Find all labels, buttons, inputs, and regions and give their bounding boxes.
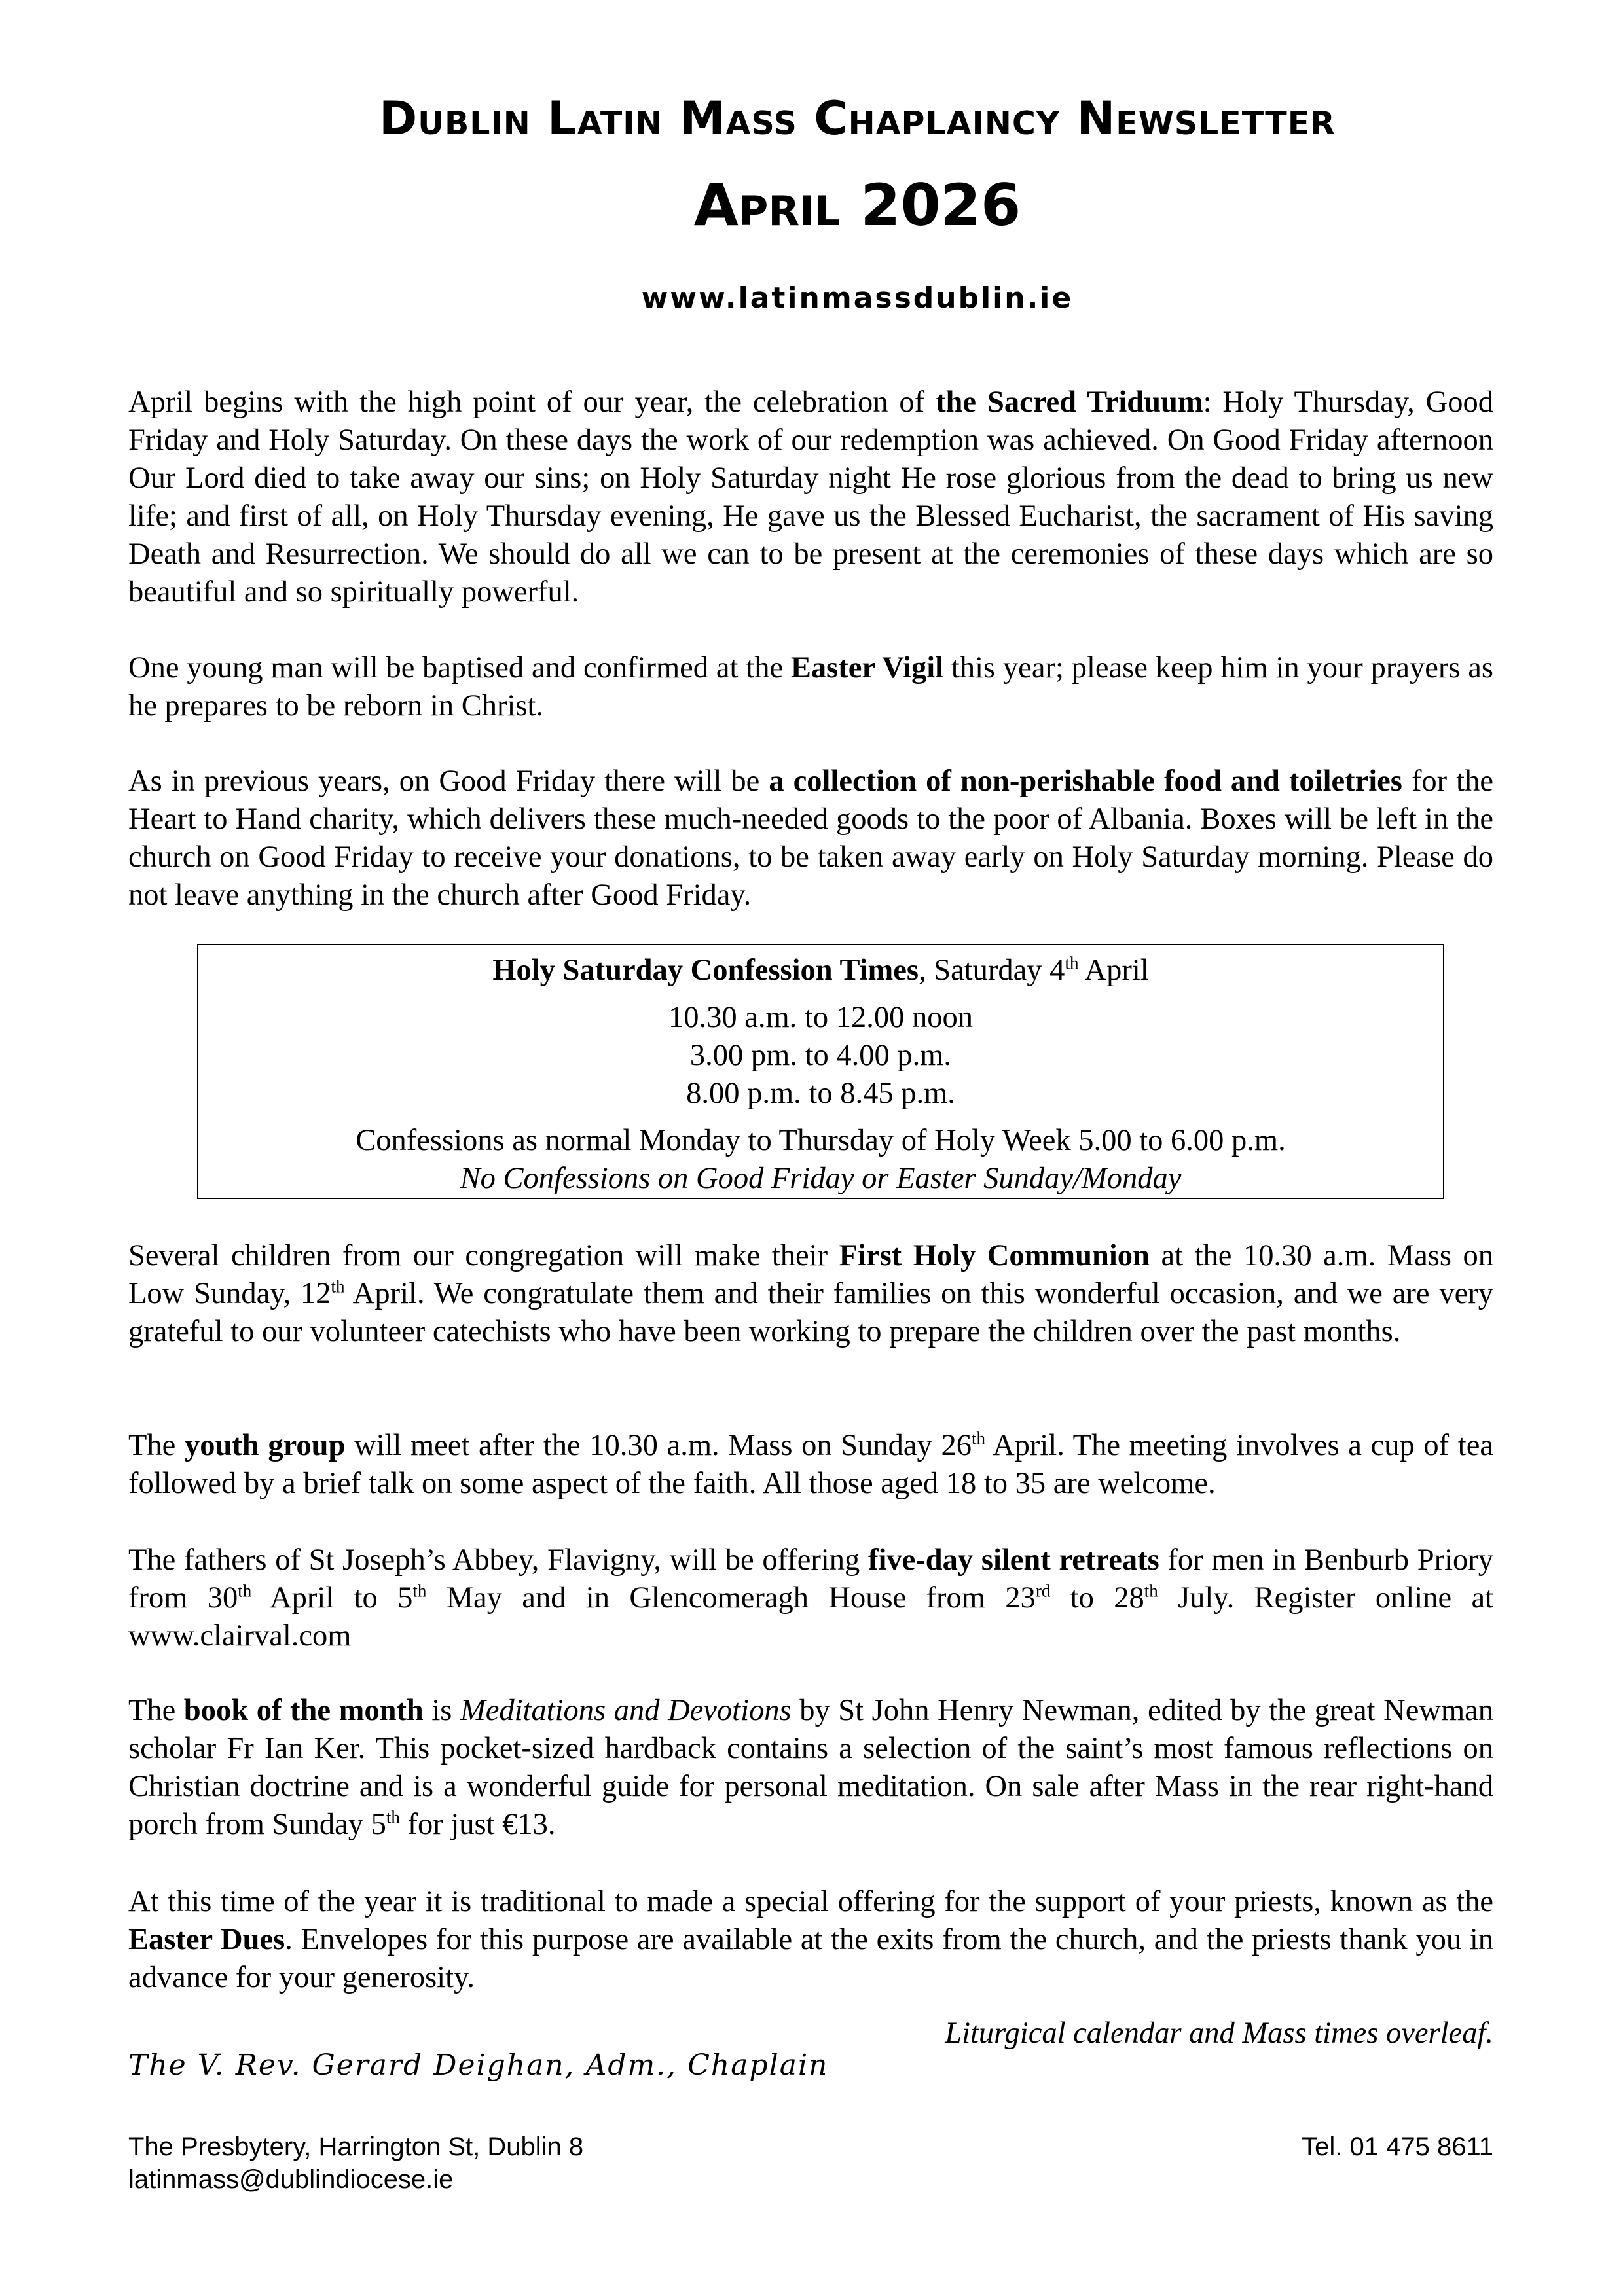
confession-box-heading: Holy Saturday Confession Times, Saturday 4th April (492, 953, 1149, 987)
footer-email[interactable]: latinmass@dublindiocese.ie (128, 2165, 454, 2194)
newsletter-date: April 2026 (693, 171, 1021, 239)
paragraph-book-of-month: The book of the month is Meditations and Devotions by St John Henry Newman, edited by the great Newman scholar Fr Ian Ker. This pocket-sized hardback contains a selection of the saint’s most famous reflections on Christian doctrine and is a wonderful guide for personal meditation. On sale after Mass in the rear right-hand porch from Sunday 5th for just €13. (128, 1694, 1494, 1841)
overleaf-note: Liturgical calendar and Mass times overleaf. (945, 2017, 1493, 2050)
paragraph-easter-dues: At this time of the year it is traditional to made a special offering for the support of your priests, known as the Easter Dues. Envelopes for this purpose are available at the exits from the church, and the priests thank you in advance for your generosity. (128, 1885, 1494, 1994)
chaplain-signature: The V. Rev. Gerard Deighan, Adm., Chaplain (128, 2049, 829, 2082)
paragraph-collection: As in previous years, on Good Friday there will be a collection of non-perishable food and toiletries for the Heart to Hand charity, which delivers these much-needed goods to the poor of Albania. Boxes will be left in the church on Good Friday to receive your donations, to be taken away early on Holy Saturday morning. Please do not leave anything in the church after Good Friday. (128, 764, 1493, 912)
confession-notes (198, 1122, 1443, 1198)
footer-telephone: Tel. 01 475 8611 (1302, 2132, 1493, 2161)
no-confession-note: No Confessions on Good Friday or Easter Sunday/Monday (460, 1162, 1182, 1195)
paragraph-first-communion: Several children from our congregation will make their First Holy Communion at the 10.30 a.m. Mass on Low Sunday, 12th April. We congratulate them and their families on this wonderful occasion, and we are very grateful to our volunteer catechists who have been working to prepare the children over the past months. (128, 1239, 1493, 1348)
paragraph-youth-group: The youth group will meet after the 10.30 a.m. Mass on Sunday 26th April. The meeting involves a cup of tea followed by a brief talk on some aspect of the faith. All those aged 18 to 35 are welcome. (128, 1428, 1493, 1500)
confession-time: 3.00 pm. to 4.00 p.m. (689, 1039, 952, 1072)
confession-times-list (198, 999, 1443, 1113)
confession-times-box (197, 944, 1444, 1199)
footer-address: The Presbytery, Harrington St, Dublin 8 (128, 2132, 584, 2161)
confession-normal-note: Confessions as normal Monday to Thursday of Holy Week 5.00 to 6.00 p.m. (356, 1124, 1286, 1157)
website-link[interactable]: www.latinmassdublin.ie (641, 281, 1074, 315)
paragraph-easter-vigil: One young man will be baptised and confirmed at the Easter Vigil this year; please keep him in your prayers as he prepares to be reborn in Christ. (128, 651, 1493, 723)
newsletter-title: Dublin Latin Mass Chaplaincy Newsletter (379, 92, 1336, 145)
confession-time: 8.00 p.m. to 8.45 p.m. (686, 1077, 955, 1110)
paragraph-triduum: April begins with the high point of our year, the celebration of the Sacred Triduum: Holy Thursday, Good Friday and Holy Saturday. On these days the work of our redemption was achieved. On Good Friday afternoon Our Lord died to take away our sins; on Holy Saturday night He rose glorious from the dead to bring us new life; and first of all, on Holy Thursday evening, He gave us the Blessed Eucharist, the sacrament of His saving Death and Resurrection. We should do all we can to be present at the ceremonies of these days which are so beautiful and so spiritually powerful. (128, 386, 1493, 609)
confession-time: 10.30 a.m. to 12.00 noon (668, 1001, 973, 1034)
paragraph-retreats: The fathers of St Joseph’s Abbey, Flavigny, will be offering five-day silent retreats for men in Benburb Priory from 30th April to 5th May and in Glencomeragh House from 23rd to 28th July. Register online at www.clairval.com (128, 1543, 1494, 1653)
